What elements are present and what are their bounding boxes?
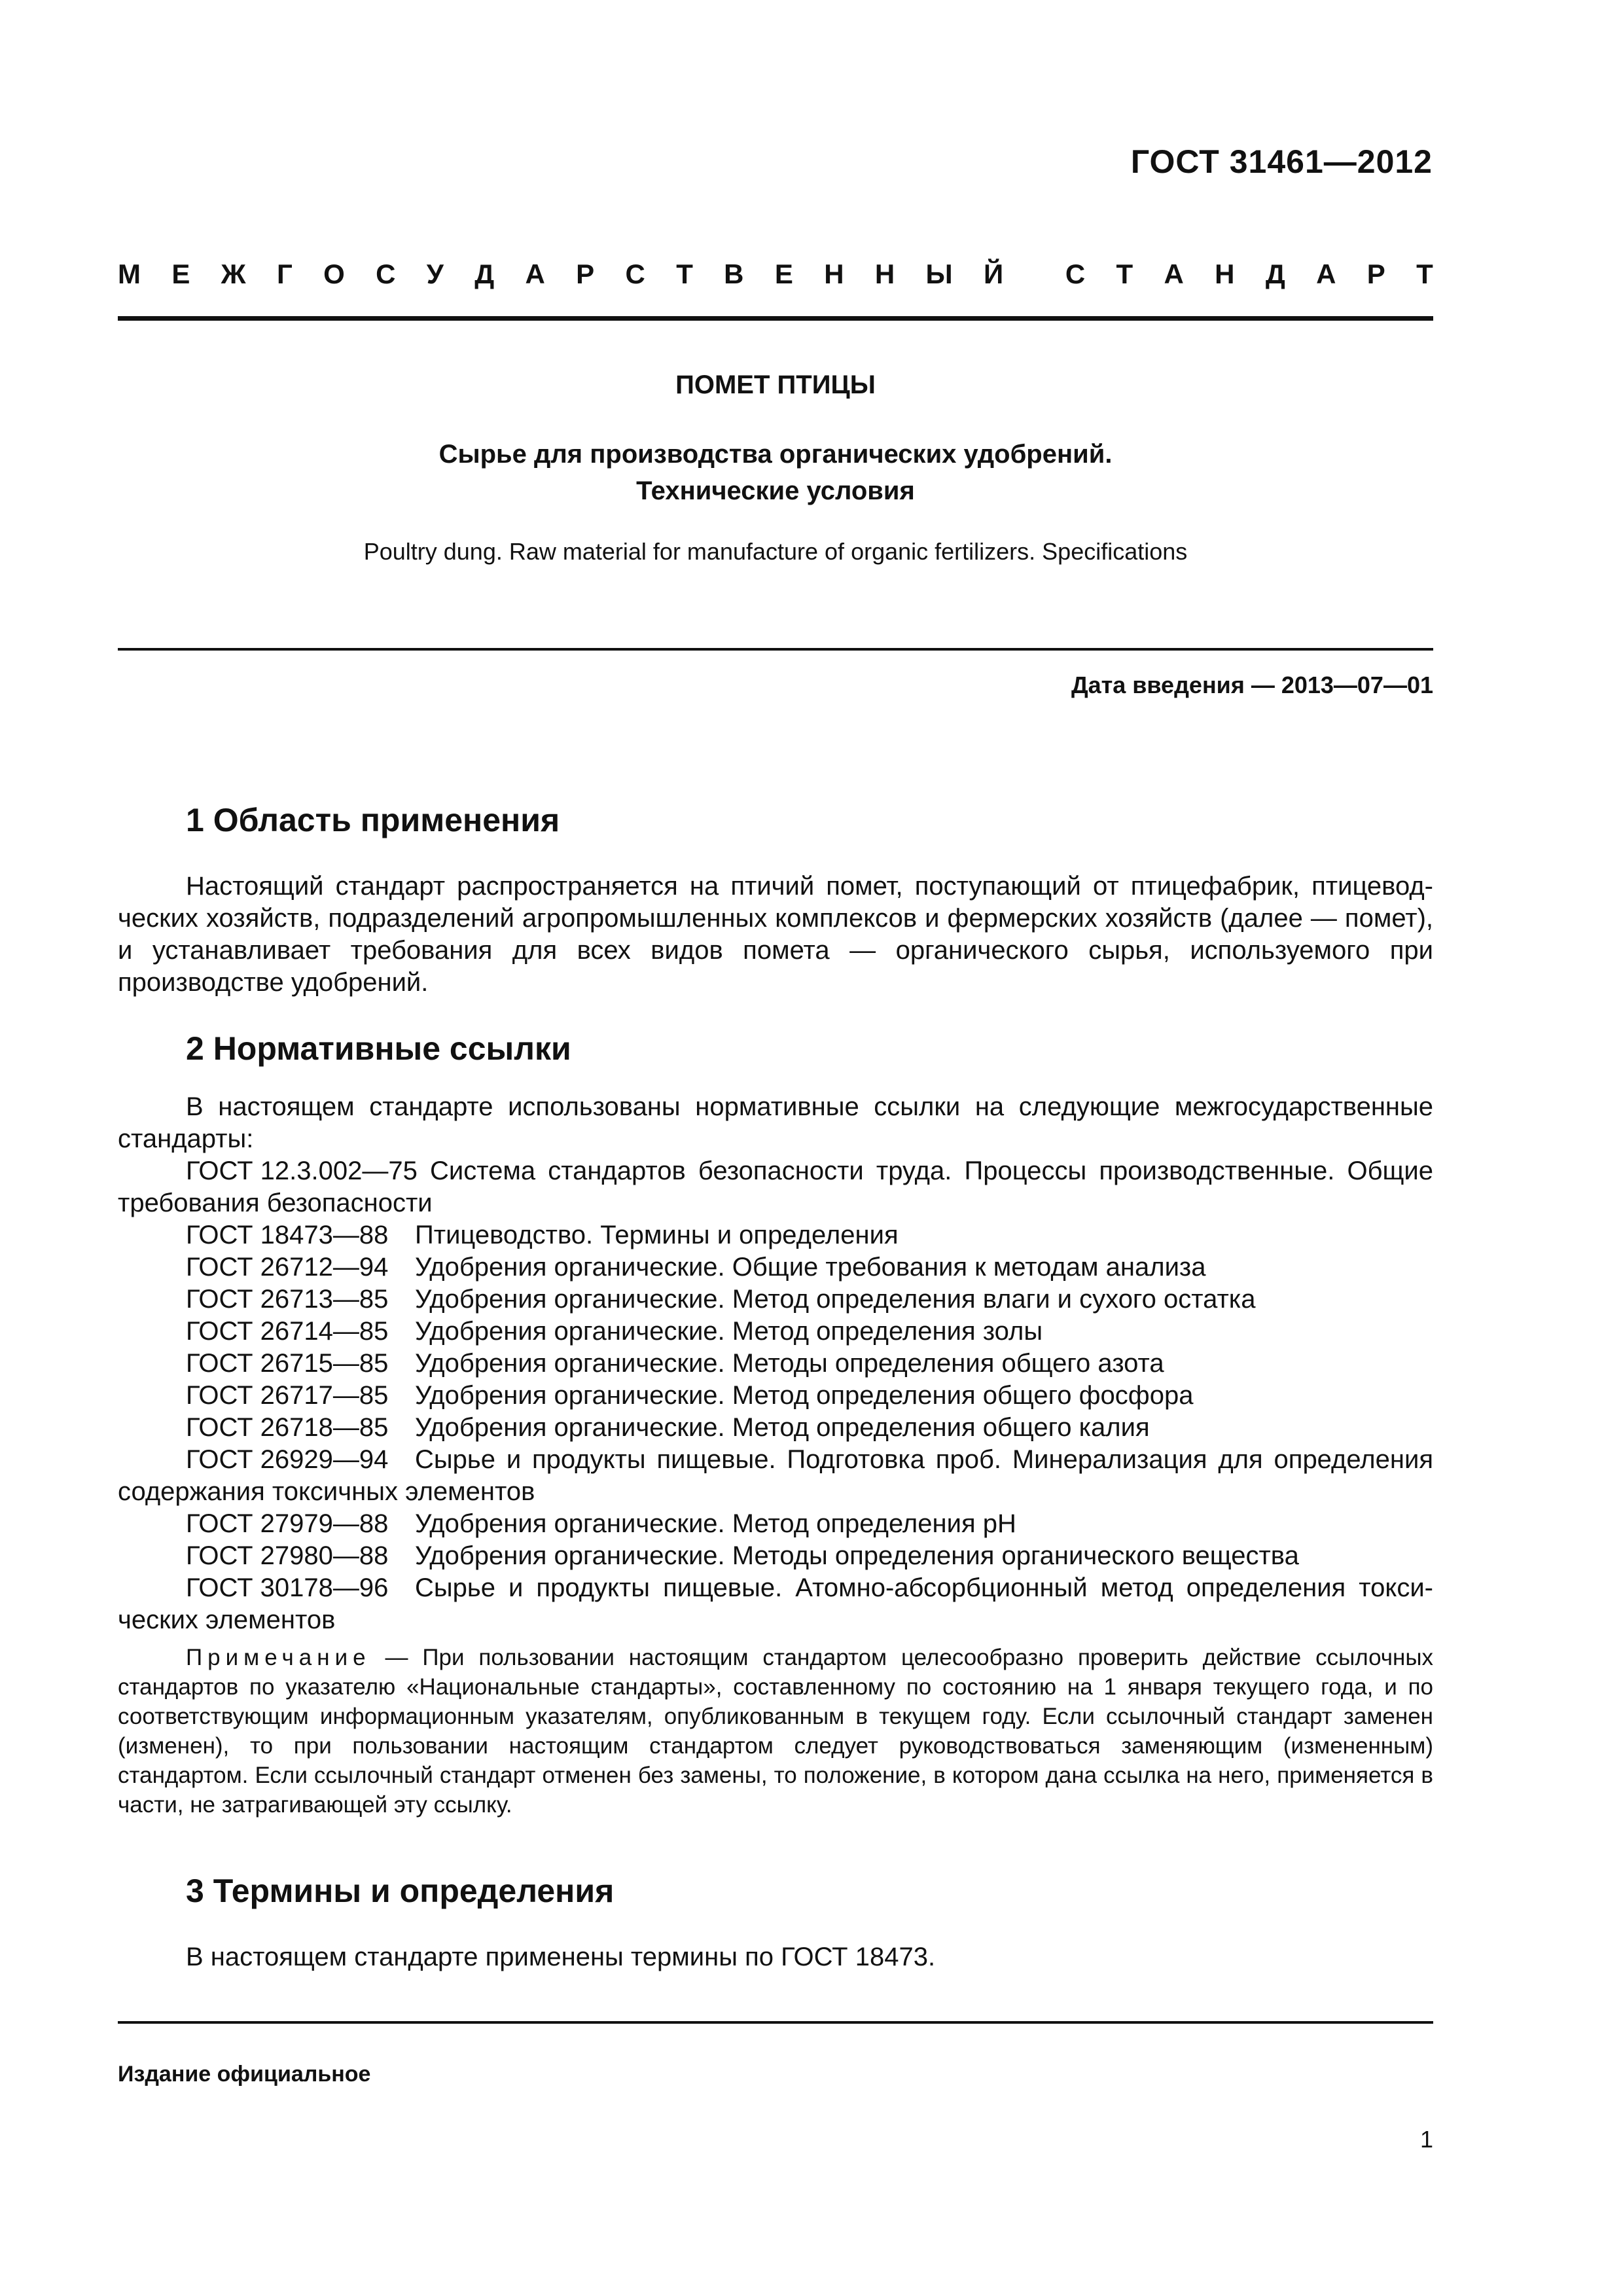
reference-item <box>118 1572 1433 1636</box>
banner-letter: У <box>426 259 444 289</box>
footer-divider <box>118 2021 1433 2024</box>
reference-item <box>118 1155 1433 1219</box>
banner-letter: С <box>376 259 396 289</box>
banner-letter: С <box>1065 259 1086 289</box>
reference-item <box>118 1219 1433 1251</box>
banner-letter: О <box>323 259 345 289</box>
banner-letter: Е <box>171 259 190 289</box>
banner-letter: Р <box>1366 259 1385 289</box>
banner-letter: Ж <box>221 259 246 289</box>
document-title: ПОМЕТ ПТИЦЫ <box>675 370 876 399</box>
header-divider <box>118 316 1433 321</box>
reference-code: ГОСТ 26713—85 <box>186 1285 389 1314</box>
document-subtitle <box>118 436 1433 509</box>
reference-code: ГОСТ 18473—88 <box>186 1221 389 1249</box>
banner-letter: Г <box>276 259 293 289</box>
banner-letter: А <box>525 259 545 289</box>
reference-item <box>118 1412 1433 1444</box>
reference-title: Удобрения органические. Метод определения влаги и сухого остатка <box>415 1285 1256 1314</box>
reference-title: Удобрения органические. Метод определения общего фосфора <box>415 1381 1194 1410</box>
banner-letter: А <box>1316 259 1336 289</box>
note-label: Примечание <box>186 1645 371 1670</box>
banner-letter: Е <box>774 259 793 289</box>
reference-code: ГОСТ 26715—85 <box>186 1349 389 1378</box>
references-intro: В настоящем стандарте использованы нормативные ссылки на следующие межгосударственные стандарты: <box>118 1092 1433 1153</box>
banner-letter: Й <box>983 259 1004 289</box>
reference-title: Сырье и продукты пищевые. Атомно-абсорбционный метод определения токсических элементов <box>118 1573 1433 1634</box>
title-divider <box>118 648 1433 651</box>
banner-letter: С <box>625 259 645 289</box>
reference-title: Птицеводство. Термины и определения <box>415 1221 899 1249</box>
scope-paragraph: Настоящий стандарт распространяется на птичий помет, поступающий от птицефабрик, птицеводческих хозяйств, подразделений агропромышленных комплексов и фермерских хозяйств (далее — помет), и устанавливает требования для всех видов помета — органического сырья, используемого при производстве удобрений. <box>118 872 1433 997</box>
reference-code: ГОСТ 26718—85 <box>186 1413 389 1442</box>
banner-letter: Н <box>824 259 844 289</box>
reference-title: Удобрения органические. Методы определения общего азота <box>415 1349 1164 1378</box>
reference-item <box>118 1316 1433 1348</box>
reference-item <box>118 1251 1433 1283</box>
reference-code: ГОСТ 26714—85 <box>186 1317 389 1346</box>
banner-letter: Н <box>1215 259 1235 289</box>
reference-title: Удобрения органические. Методы определения органического вещества <box>415 1541 1299 1570</box>
reference-title: Удобрения органические. Метод определения золы <box>415 1317 1043 1346</box>
banner-letter: Т <box>1116 259 1133 289</box>
page-number: 1 <box>1419 2126 1433 2153</box>
reference-code: ГОСТ 26712—94 <box>186 1253 389 1282</box>
standard-type-banner <box>118 259 1433 290</box>
section-heading-terms: 3 Термины и определения <box>186 1873 615 1909</box>
reference-item <box>118 1283 1433 1316</box>
reference-title: Удобрения органические. Метод определения общего калия <box>415 1413 1150 1442</box>
document-title-english: Poultry dung. Raw material for manufacture of organic fertilizers. Specifications <box>363 538 1188 565</box>
banner-letter: Р <box>576 259 595 289</box>
subtitle-line: Технические условия <box>636 476 915 505</box>
note-text: — При пользовании настоящим стандартом целесообразно проверить действие ссылочных стандартов по указателю «Национальные стандарты», составленному по состоянию на 1 января текущего года, и по соответствующим информационным указателям, опубликованным в текущем году. Если ссылочный стандарт заменен (изменен), то при пользовании настоящим стандартом следует руководствоваться заменяющим (измененным) стандартом. Если ссылочный стандарт отменен без замены, то положение, в котором дана ссылка на него, применяется в части, не затрагивающей эту ссылку. <box>118 1645 1433 1818</box>
banner-letter: М <box>118 259 141 289</box>
reference-code: ГОСТ 12.3.002—75 <box>186 1157 418 1185</box>
banner-letter: Д <box>1265 259 1285 289</box>
official-edition-label: Издание официальное <box>118 2062 371 2087</box>
banner-letter: Т <box>676 259 693 289</box>
banner-letter: В <box>724 259 744 289</box>
document-number: ГОСТ 31461—2012 <box>1130 143 1433 180</box>
reference-code: ГОСТ 30178—96 <box>186 1573 389 1602</box>
references-block <box>118 1091 1433 1636</box>
section-heading-scope: 1 Область применения <box>186 802 560 838</box>
reference-code: ГОСТ 27979—88 <box>186 1509 389 1538</box>
banner-letter: Н <box>874 259 895 289</box>
banner-letter: Т <box>1416 259 1433 289</box>
banner-letter: Д <box>474 259 495 289</box>
terms-paragraph: В настоящем стандарте применены термины по ГОСТ 18473. <box>186 1943 936 1971</box>
reference-item <box>118 1348 1433 1380</box>
references-note <box>118 1643 1433 1820</box>
reference-title: Удобрения органические. Метод определения pH <box>415 1509 1016 1538</box>
reference-item <box>118 1508 1433 1540</box>
reference-code: ГОСТ 26929—94 <box>186 1445 389 1474</box>
reference-title: Сырье и продукты пищевые. Подготовка проб. Минерализация для определения содержания токсичных элементов <box>118 1445 1433 1506</box>
subtitle-line: Сырье для производства органических удобрений. <box>438 440 1113 469</box>
introduction-date: Дата введения — 2013—07—01 <box>1071 672 1433 698</box>
reference-title: Удобрения органические. Общие требования к методам анализа <box>415 1253 1206 1282</box>
banner-letter: Ы <box>925 259 953 289</box>
reference-item <box>118 1444 1433 1508</box>
section-heading-references: 2 Нормативные ссылки <box>186 1030 571 1067</box>
reference-code: ГОСТ 26717—85 <box>186 1381 389 1410</box>
reference-code: ГОСТ 27980—88 <box>186 1541 389 1570</box>
banner-letter: А <box>1164 259 1184 289</box>
reference-item <box>118 1540 1433 1572</box>
reference-title: Система стандартов безопасности труда. Процессы производственные. Общие требования безопасности <box>118 1157 1433 1217</box>
reference-item <box>118 1380 1433 1412</box>
